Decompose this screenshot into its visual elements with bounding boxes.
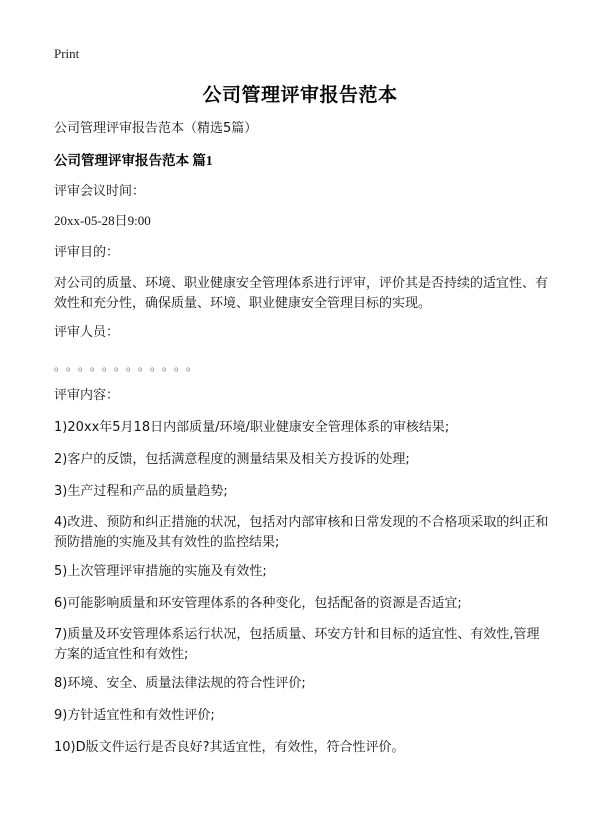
meeting-time-label: 评审会议时间：: [54, 184, 146, 199]
content-item: 8)环境、安全、质量法律法规的符合性评价;: [54, 676, 306, 691]
content-item: 7)质量及环安管理体系运行状况，包括质量、环安方针和目标的适宜性、有效性,管理方案的适宜性和有效性;: [54, 627, 540, 662]
content-item: 4)改进、预防和纠正措施的状况，包括对内部审核和日常发现的不合格项采取的纠正和预防措施的实施及其有效性的监控结果;: [54, 515, 549, 550]
print-link[interactable]: Print: [54, 46, 80, 61]
content-item: 9)方针适宜性和有效性评价;: [54, 708, 215, 723]
content-item: 2)客户的反馈，包括满意程度的测量结果及相关方投诉的处理;: [54, 452, 410, 467]
purpose-label: 评审目的：: [54, 245, 120, 260]
document-title: 公司管理评审报告范本: [202, 84, 398, 106]
content-item: 1)20xx年5月18日内部质量/环境/职业健康安全管理体系的审核结果;: [54, 420, 450, 435]
document-subtitle: 公司管理评审报告范本（精选5篇）: [54, 121, 258, 136]
content-item: 10)D版文件运行是否良好?其适宜性，有效性，符合性评价。: [54, 740, 405, 755]
personnel-label: 评审人员：: [54, 325, 120, 340]
personnel-placeholder: 。。。。。。。。。。。。: [54, 359, 205, 373]
content-item: 5)上次管理评审措施的实施及有效性;: [54, 564, 267, 579]
content-item: 3)生产过程和产品的质量趋势;: [54, 484, 228, 499]
meeting-time-value: 20xx-05-28日9:00: [54, 213, 151, 228]
content-item: 6)可能影响质量和环安管理体系的各种变化，包括配备的资源是否适宜;: [54, 596, 462, 611]
content-label: 评审内容：: [54, 388, 120, 403]
section-heading: 公司管理评审报告范本 篇1: [54, 153, 213, 168]
purpose-text: 对公司的质量、环境、职业健康安全管理体系进行评审，评价其是否持续的适宜性、有效性和充分性，确保质量、环境、职业健康安全管理目标的实现。: [54, 276, 549, 311]
